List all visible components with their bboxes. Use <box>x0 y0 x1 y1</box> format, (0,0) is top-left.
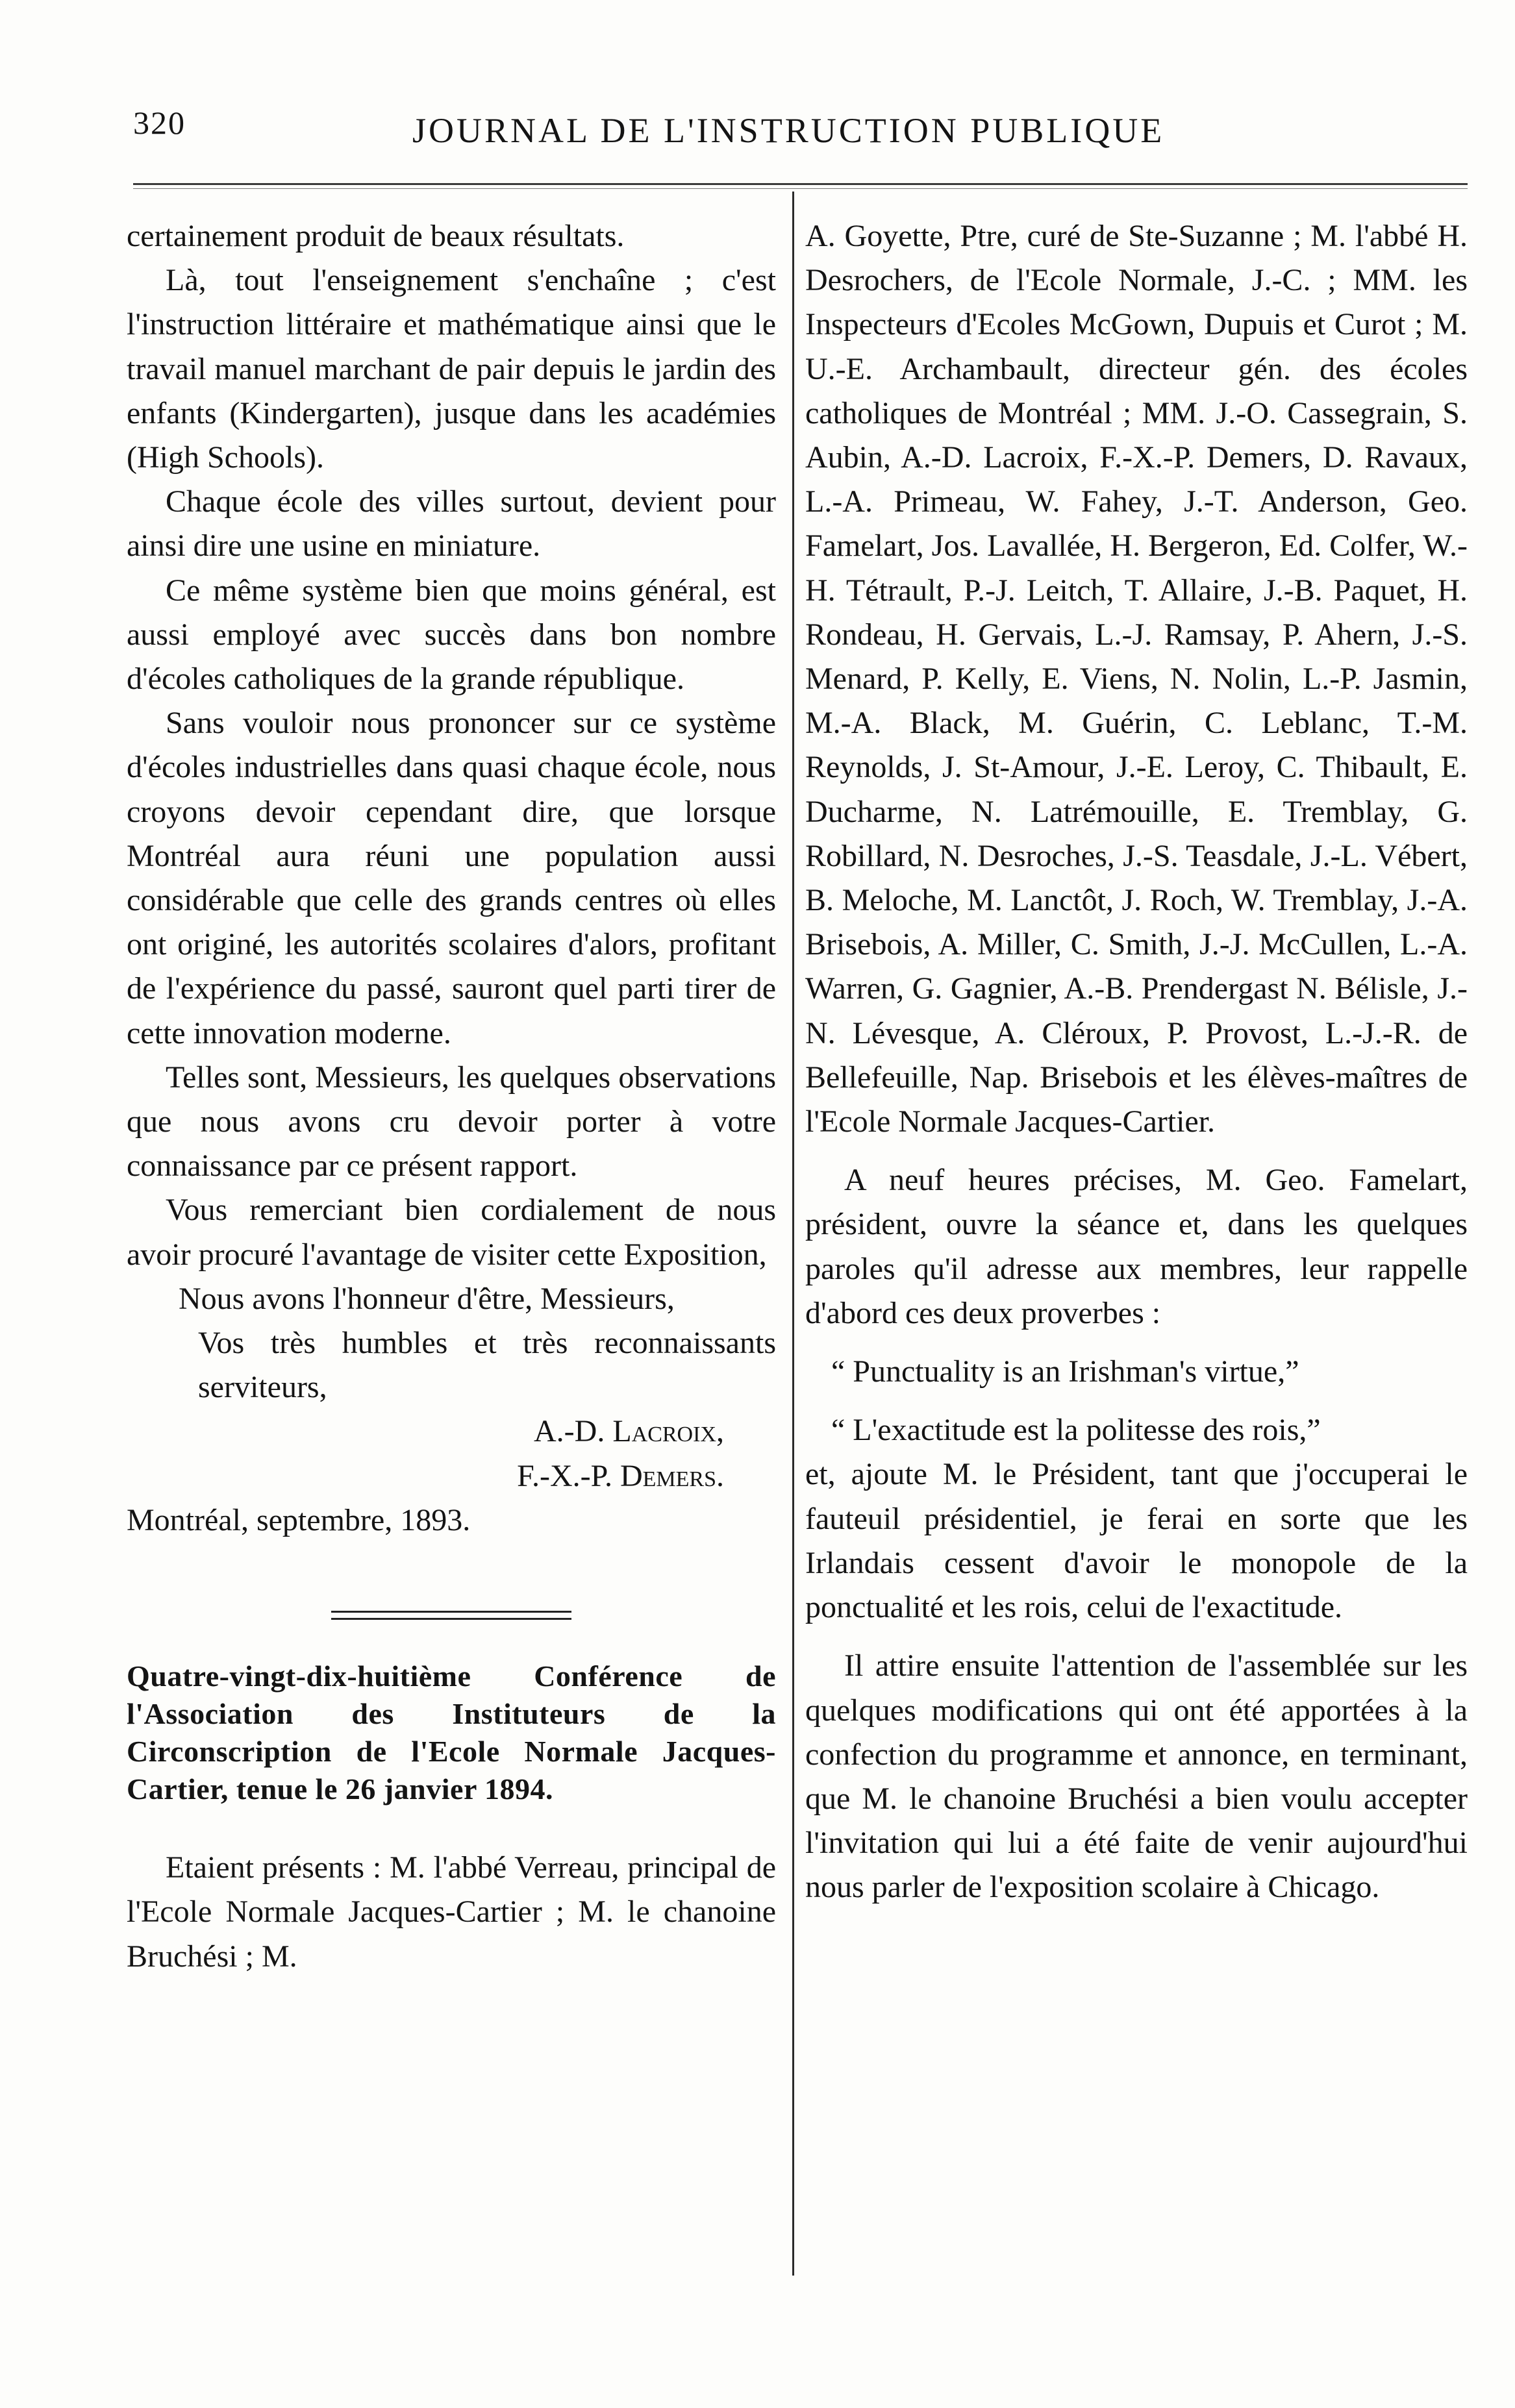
running-head <box>133 104 1471 162</box>
column-divider <box>792 192 794 2276</box>
signature: A.-D. Lacroix, <box>534 1414 724 1449</box>
paragraph: Chaque école des villes surtout, devient pour ainsi dire une usine en miniature. <box>127 484 776 564</box>
section-separator <box>331 1611 571 1620</box>
paragraph: Ce même système bien que moins général, est aussi employé avec succès dans bon nombre d'écoles catholiques de la grande république. <box>127 573 776 697</box>
paragraph: certainement produit de beaux résultats. <box>127 219 625 253</box>
paragraph: Là, tout l'enseignement s'enchaîne ; c'est l'instruction littéraire et mathématique ainsi que le travail manuel marchant de pair depuis le jardin des enfants (Kindergarten), jusque dans les académies (High Schools). <box>127 263 776 475</box>
closing-line: Nous avons l'honneur d'être, Messieurs, <box>179 1281 675 1316</box>
quotation: “ Punctuality is an Irishman's virtue,” <box>831 1354 1299 1389</box>
dateline: Montréal, septembre, 1893. <box>127 1502 471 1537</box>
right-column <box>805 214 1468 1910</box>
paragraph: A neuf heures précises, M. Geo. Famelart, président, ouvre la séance et, dans les quelques paroles qu'il adresse aux membres, leur rappelle d'abord ces deux proverbes : <box>805 1163 1468 1330</box>
page-number: 320 <box>133 105 186 141</box>
closing-line: Vos très humbles et très reconnaissants serviteurs, <box>198 1326 776 1405</box>
paragraph: Il attire ensuite l'attention de l'assemblée sur les quelques modifications qui ont été apportées à la confection du programme et annonce, en terminant, que M. le chanoine Bruchési a bien voulu accepter l'invitation qui lui a été faite de venir aujourd'hui nous parler de l'exposition scolaire à Chicago. <box>805 1648 1468 1905</box>
section-heading: Quatre-vingt-dix-huitième Conférence de l'Association des Instituteurs de la Circonscription de l'Ecole Normale Jacques-Cartier, tenue le 26 janvier 1894. <box>127 1659 776 1806</box>
paragraph: Sans vouloir nous prononcer sur ce système d'écoles industrielles dans quasi chaque école, nous croyons devoir cependant dire, que lorsque Montréal aura réuni une population aussi considérable que celle des grands centres où elles ont originé, les autorités scolaires d'alors, profitant de l'expérience du passé, sauront quel parti tirer de cette innovation moderne. <box>127 706 776 1050</box>
header-rule <box>133 183 1468 185</box>
paragraph: Vous remerciant bien cordialement de nous avoir procuré l'avantage de visiter cette Exposition, <box>127 1193 776 1272</box>
paragraph: Telles sont, Messieurs, les quelques observations que nous avons cru devoir porter à votre connaissance par ce présent rapport. <box>127 1060 776 1184</box>
header-rule-thin <box>133 188 1468 189</box>
paragraph: A. Goyette, Ptre, curé de Ste-Suzanne ; M. l'abbé H. Desrochers, de l'Ecole Normale, J.-C. ; MM. les Inspecteurs d'Ecoles McGown, Dupuis et Curot ; M. U.-E. Archambault, directeur gén. des écoles catholiques de Montréal ; MM. J.-O. Cassegrain, S. Aubin, A.-D. Lacroix, F.-X.-P. Demers, D. Ravaux, L.-A. Primeau, W. Fahey, J.-T. Anderson, Geo. Famelart, Jos. Lavallée, H. Bergeron, Ed. Colfer, W.-H. Tétrault, P.-J. Leitch, T. Allaire, J.-B. Paquet, H. Rondeau, H. Gervais, L.-J. Ramsay, P. Ahern, J.-S. Menard, P. Kelly, E. Viens, N. Nolin, L.-P. Jasmin, M.-A. Black, M. Guérin, C. Leblanc, T.-M. Reynolds, J. St-Amour, J.-E. Leroy, C. Thibault, E. Ducharme, N. Latrémouille, E. Tremblay, G. Robillard, N. Desroches, J.-S. Teasdale, J.-L. Vébert, B. Meloche, M. Lanctôt, J. Roch, W. Tremblay, J.-A. Brisebois, A. Miller, C. Smith, J.-J. McCullen, L.-A. Warren, G. Gagnier, A.-B. Prendergast N. Bélisle, J.-N. Lévesque, A. Cléroux, P. Provost, L.-J.-R. de Bellefeuille, Nap. Brisebois et les élèves-maîtres de l'Ecole Normale Jacques-Cartier. <box>805 219 1468 1139</box>
quotation: “ L'exactitude est la politesse des rois,” <box>831 1413 1321 1448</box>
paragraph: Etaient présents : M. l'abbé Verreau, principal de l'Ecole Normale Jacques-Cartier ; M. le chanoine Bruchési ; M. <box>127 1850 776 1974</box>
journal-title: JOURNAL DE L'INSTRUCTION PUBLIQUE <box>412 111 1165 150</box>
left-column <box>127 214 776 1979</box>
signature: F.-X.-P. Demers. <box>517 1458 724 1493</box>
paragraph: et, ajoute M. le Président, tant que j'occuperai le fauteuil présidentiel, je ferai en sorte que les Irlandais cessent d'avoir le monopole de la ponctualité et les rois, celui de l'exactitude. <box>805 1457 1468 1625</box>
